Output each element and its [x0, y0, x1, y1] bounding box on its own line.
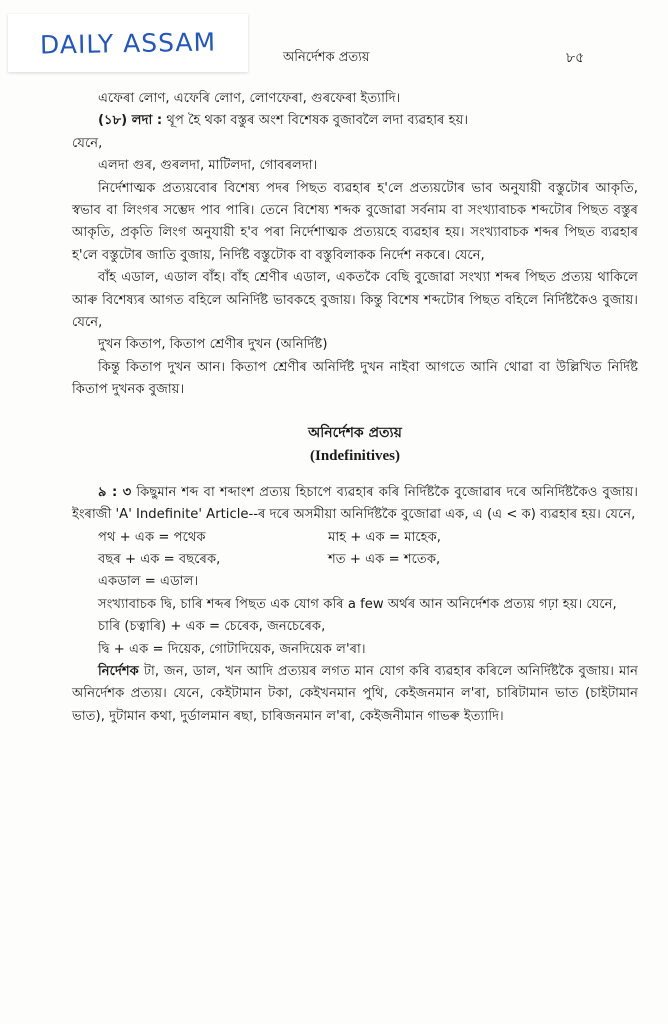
paragraph-12-text: টা, জন, ডাল, খন আদি প্ৰত্যয়ৰ লগত মান যোগ কৰি ব্যৱহাৰ কৰিলে অনিৰ্দিষ্টকৈ বুজায়। মান অনিৰ্দেশক প্ৰত্যয়। যেনে, কেইটামান টকা, কেইখনমান পুথি, কেইজনমান ল'ৰা, চাৰিটামান ভাত (চাইটামান ভাত), দুটামান কথা, দুৰ্ডালমান ৰছা, চাৰিজনমান ল'ৰা, কেইজনীমান গাভৰু ইত্যাদি। [72, 663, 638, 724]
paragraph-8 [72, 482, 638, 527]
paragraph-1: এফেৰা লোণ, এফেৰি লোণ, লোণফেৰা, গুৰফেৰা ইত্যাদি। [98, 91, 401, 106]
body-text [72, 88, 638, 728]
paragraph-8-text: কিছুমান শব্দ বা শব্দাংশ প্ৰত্যয় হিচাপে ব্যৱহাৰ কৰি নিৰ্দিষ্টকৈ বুজোৱাৰ দৰে অনিৰ্দিষ্টকৈও বুজায়। ইংৰাজী 'A' Indefinite' Article--ৰ দৰে অসমীয়া অনিৰ্দিষ্টকৈ বুজোৱা এক, এ (এ < ক) ব্যৱহাৰ হয়। যেনে, [72, 484, 638, 523]
paragraph-2-continuation: যেনে, [72, 135, 103, 151]
paragraph-5: বাঁহ এডাল, এডাল বাঁহ। বাঁহ শ্ৰেণীৰ এডাল, একতকৈ বেছি বুজোৱা সংখ্যা শব্দৰ পিছত প্ৰত্যয় থাকিলে আৰু বিশেষ্যৰ আগত বহিলে অনিৰ্দিষ্ট ভাবকহে বুজায়। কিন্তু বিশেষ শব্দটোৰ পিছত বহিলে নিৰ্দিষ্টকৈও বুজায়। যেনে, [72, 270, 638, 331]
paragraph-2 [72, 110, 638, 132]
paragraph-2-text: থূপ হৈ থকা বস্তুৰ অংশ বিশেষক বুজাবলৈ লদা ব্যৱহাৰ হয়। [162, 113, 469, 129]
formula-row [72, 571, 638, 593]
paragraph-12 [72, 661, 638, 728]
paragraph-9: সংখ্যাবাচক দ্বি, চাৰি শব্দৰ পিছত এক যোগ কৰি a few অৰ্থৰ আন অনিৰ্দেশক প্ৰত্যয় গঢ়া হয়। যেনে, [98, 596, 617, 612]
formula-right: মাহ + এক = মাহেক, [328, 529, 441, 545]
clause-label-9-3: ৯ : ৩ [98, 484, 132, 500]
formula-row [72, 527, 638, 549]
formula-row [72, 549, 638, 571]
formula-left: একডাল = এডাল। [98, 574, 199, 590]
page-number: ৮৫ [566, 50, 585, 66]
paragraph-4: নিৰ্দেশাত্মক প্ৰত্যয়বোৰ বিশেষ্য পদৰ পিছত ব্যৱহাৰ হ'লে প্ৰত্যয়টোৰ ভাব অনুযায়ী বস্তুটোৰ আকৃতি, স্বভাব বা লিংগৰ সম্ভেদ পাব পাৰি। তেনে বিশেষ্য শব্দক বুজোৱা সৰ্বনাম বা সংখ্যাবাচক শব্দটোৰ পিছত বস্তুৰ আকৃতি, প্ৰকৃতি লিংগ অনুযায়ী হ'ব পৰা নিৰ্দেশাত্মক প্ৰত্যয়হে ব্যৱহাৰ হয়। সংখ্যাবাচক শব্দৰ পিছত ব্যৱহাৰ হ'লে বস্তুটোৰ জাতি বুজায়, নিৰ্দিষ্ট বস্তুটোক বা বস্তুবিলাকক নিৰ্দেশ নকৰে। যেনে, [72, 180, 638, 263]
watermark-label [8, 14, 248, 72]
section-title: অনিৰ্দেশক প্ৰত্যয় [308, 424, 402, 441]
formula-right: শত + এক = শতেক, [328, 551, 441, 567]
formula-left: বছৰ + এক = বছৰেক, [98, 551, 221, 567]
paragraph-10: চাৰি (চত্বাৰি) + এক = চেৰেক, জনচেৰেক, [98, 619, 326, 635]
paragraph-3: এলদা গুৰ, গুৰলদা, মাটিলদা, গোবৰলদা। [98, 158, 318, 174]
paragraph-6: দুখন কিতাপ, কিতাপ শ্ৰেণীৰ দুখন (অনিৰ্দিষ্ট) [98, 337, 328, 353]
running-title: অনিৰ্দেশক প্ৰত্যয় [283, 50, 370, 65]
paragraph-7: কিন্তু কিতাপ দুখন আন। কিতাপ শ্ৰেণীৰ অনিৰ্দিষ্ট দুখন নাইবা আগতে আনি থোৱা বা উল্লিখিত নিৰ্দিষ্ট কিতাপ দুখনক বুজায়। [72, 359, 638, 398]
clause-label-18: (১৮) লদা : [98, 113, 163, 129]
watermark-text: DAILY ASSAM [39, 26, 217, 60]
paragraph-11: দ্বি + এক = দিয়েক, গোটাদিয়েক, জনদিয়েক ল'ৰা। [98, 641, 366, 657]
formula-left: পথ + এক = পথেক [98, 529, 206, 545]
paragraph-12-lead: নিৰ্দেশক [98, 663, 139, 679]
section-subtitle: (Indefinitives) [310, 447, 400, 464]
